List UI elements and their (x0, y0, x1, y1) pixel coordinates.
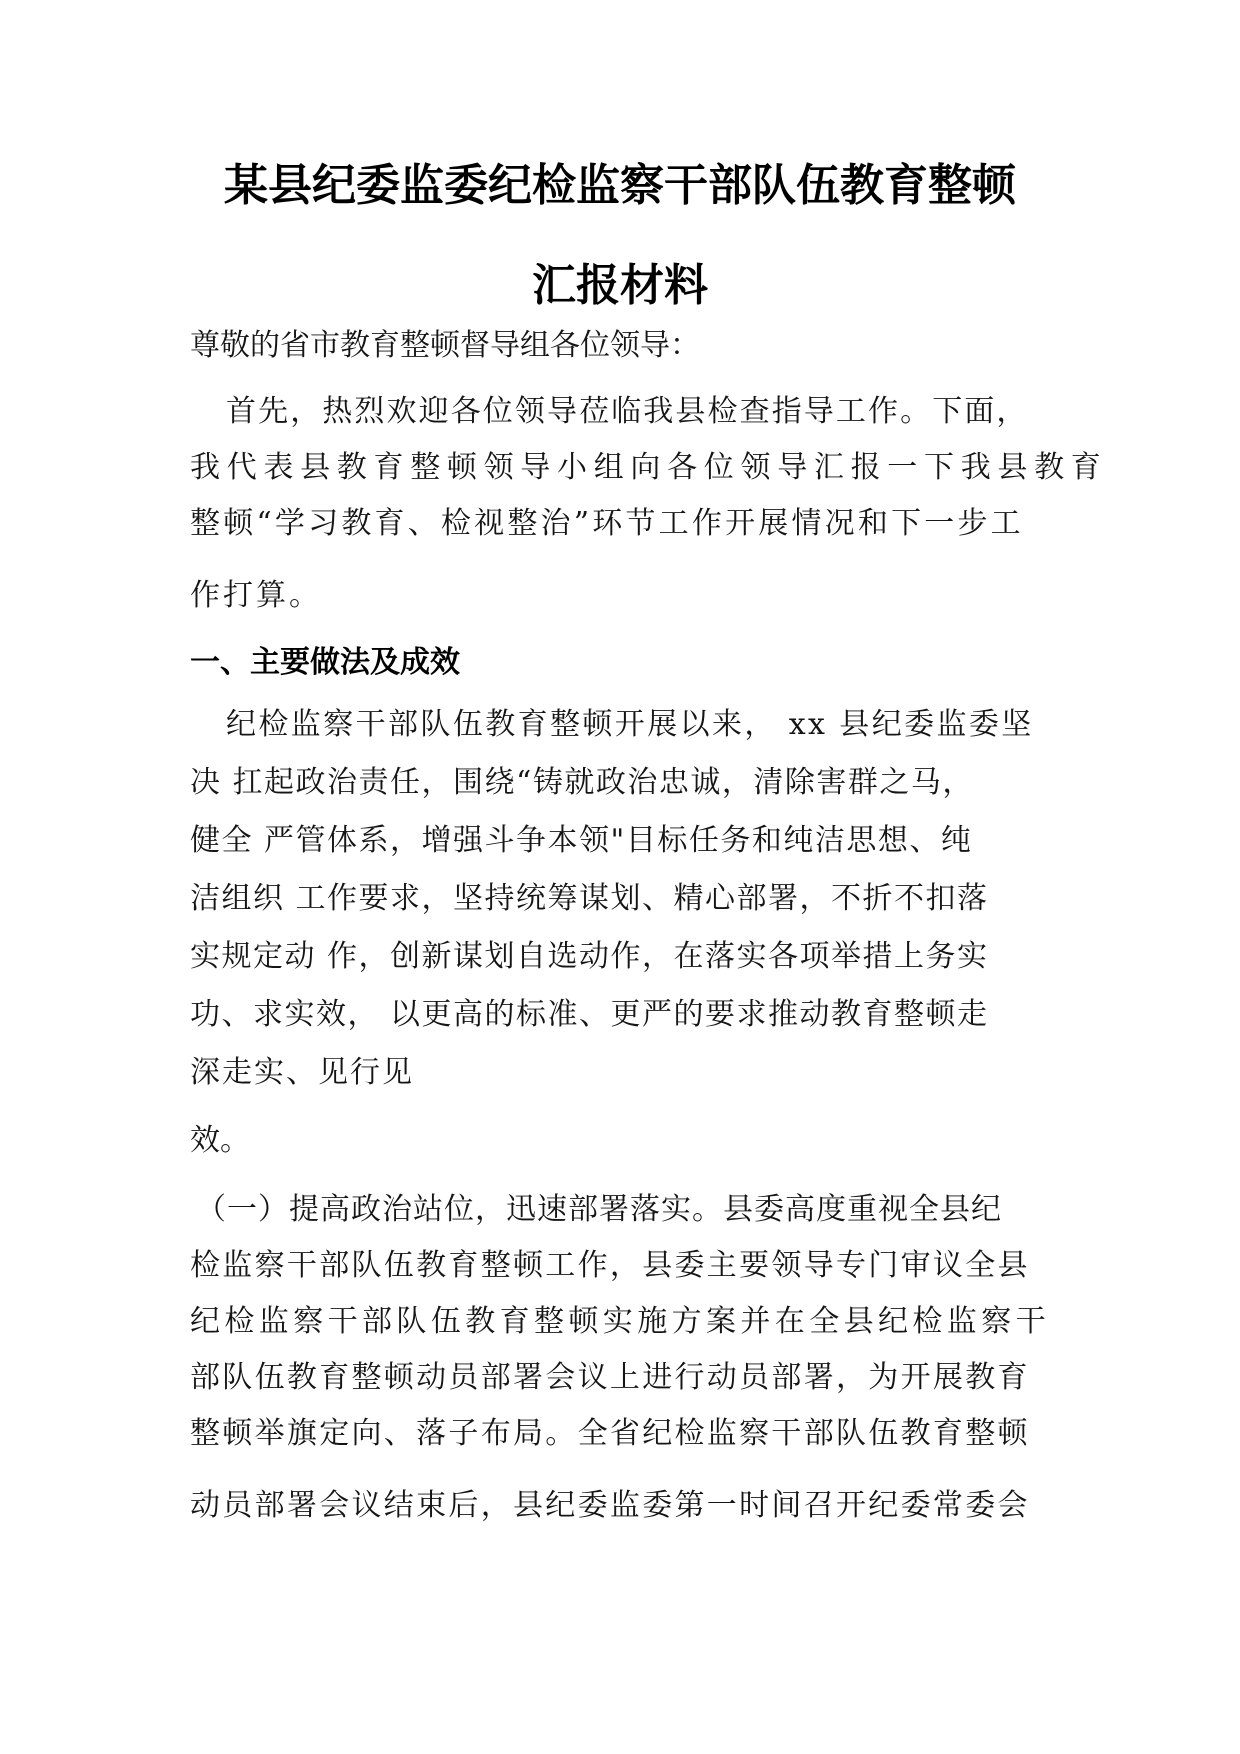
subsection1-line-2: 检监察干部队伍教育整顿工作，县委主要领导专门审议全县 (190, 1248, 1030, 1283)
subsection1-line-3: 纪检监察干部队伍教育整顿实施方案并在全县纪检监察干 (190, 1304, 1050, 1339)
intro-line-3: 整顿“学习教育、检视整治”环节工作开展情况和下一步工 (190, 506, 1024, 541)
section1-line-7: 深走实、见行见 (190, 1055, 414, 1090)
document-title-line-1: 某县纪委监委纪检监察干部队伍教育整顿 (224, 160, 1016, 211)
salutation: 尊敬的省市教育整顿督导组各位领导： (190, 328, 700, 363)
subsection1-line-5: 整顿举旗定向、落子布局。全省纪检监察干部队伍教育整顿 (190, 1416, 1030, 1451)
section-heading: 一、主要做法及成效 (190, 645, 460, 680)
section1-line-8: 效。 (190, 1123, 250, 1158)
section1-line-2: 决 扛起政治责任，围绕“铸就政治忠诚，清除害群之马， (190, 765, 974, 800)
intro-line-1: 首先，热烈欢迎各位领导莅临我县检查指导工作。下面， (226, 394, 1029, 429)
section1-line-6: 功、求实效， 以更高的标准、更严的要求推动教育整顿走 (190, 997, 989, 1032)
intro-line-2: 我代表县教育整顿领导小组向各位领导汇报一下我县教育 (190, 450, 1108, 485)
subsection1-line-1: （一）提高政治站位，迅速部署落实。县委高度重视全县纪 (196, 1192, 1002, 1227)
section1-line-4: 洁组织 工作要求，坚持统筹谋划、精心部署，不折不扣落 (190, 881, 989, 916)
section1-line-3: 健全 严管体系，增强斗争本领"目标任务和纯洁思想、纯 (190, 823, 973, 858)
section1-line-5: 实规定动 作，创新谋划自选动作，在落实各项举措上务实 (190, 939, 989, 974)
section1-line-1: 纪检监察干部队伍教育整顿开展以来， xx 县纪委监委坚 (226, 707, 1034, 742)
subsection1-line-4: 部队伍教育整顿动员部署会议上进行动员部署，为开展教育 (190, 1360, 1030, 1395)
intro-line-4: 作打算。 (190, 578, 322, 613)
subsection1-line-6: 动员部署会议结束后，县纪委监委第一时间召开纪委常委会 (190, 1488, 1030, 1523)
document-title-line-2: 汇报材料 (532, 260, 708, 311)
